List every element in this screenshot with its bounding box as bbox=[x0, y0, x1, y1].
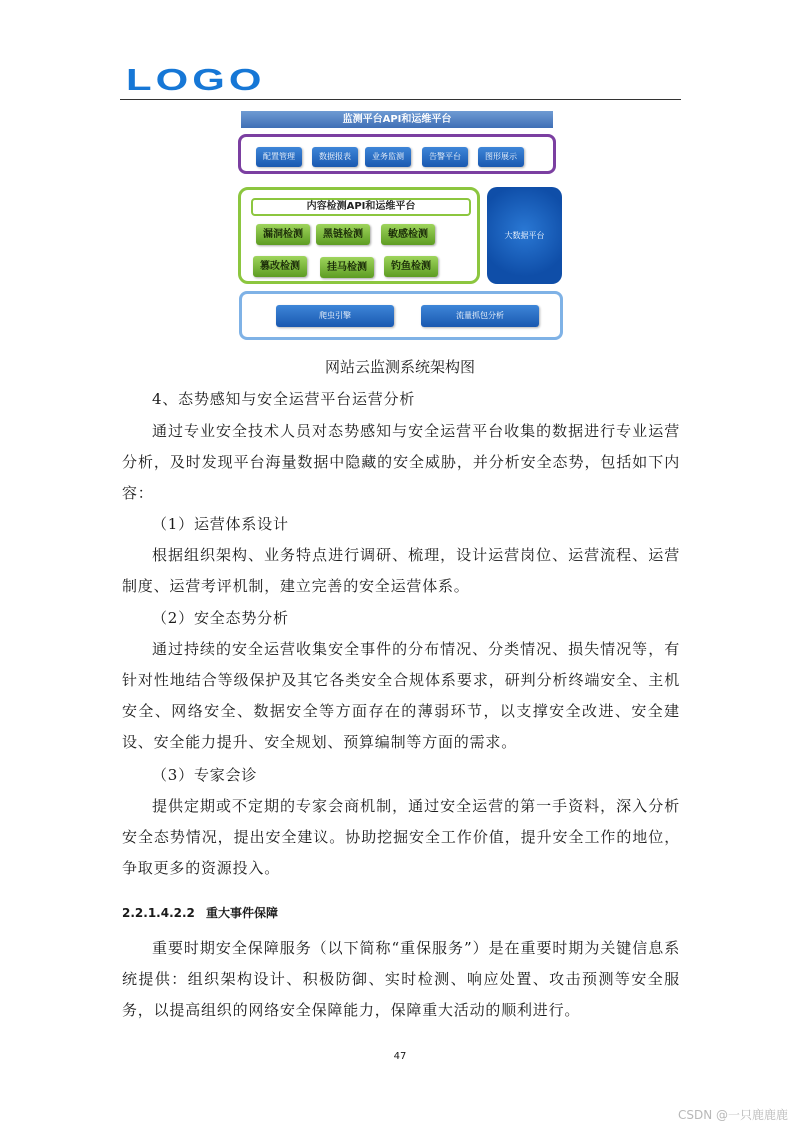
section-heading bbox=[122, 904, 278, 921]
traffic-capture: 流量抓包分析 bbox=[421, 305, 539, 327]
architecture-diagram bbox=[236, 108, 570, 344]
detect-phishing: 钓鱼检测 bbox=[384, 256, 438, 277]
figure-caption: 网站云监测系统架构图 bbox=[324, 358, 475, 376]
detect-vuln: 漏洞检测 bbox=[256, 224, 310, 245]
top-module-group bbox=[238, 134, 556, 174]
section-number: 2.2.1.4.2.2 bbox=[122, 906, 195, 920]
header-rule bbox=[120, 99, 681, 100]
subheading-1: （1）运营体系设计 bbox=[152, 515, 289, 533]
detect-blacklink: 黑链检测 bbox=[316, 224, 370, 245]
module-reports: 数据报表 bbox=[312, 147, 358, 167]
paragraph-1: 通过专业安全技术人员对态势感知与安全运营平台收集的数据进行专业运营分析，及时发现平台海量数据中隐藏的安全威胁，并分析安全态势，包括如下内容： bbox=[122, 422, 680, 502]
bigdata-platform: 大数据平台 bbox=[487, 187, 562, 284]
watermark: CSDN @一只鹿鹿鹿 bbox=[677, 1108, 788, 1122]
subheading-2: （2）安全态势分析 bbox=[152, 609, 289, 627]
paragraph-3: 通过持续的安全运营收集安全事件的分布情况、分类情况、损失情况等，有针对性地结合等级保护及其它各类安全合规体系要求，研判分析终端安全、主机安全、网络安全、数据安全等方面存在的薄弱环节，以支撑安全改进、安全建设、安全能力提升、安全规划、预算编制等方面的需求。 bbox=[122, 640, 680, 751]
module-business-monitor: 业务监测 bbox=[365, 147, 411, 167]
module-config: 配置管理 bbox=[256, 147, 302, 167]
paragraph-4: 提供定期或不定期的专家会商机制，通过安全运营的第一手资料，深入分析安全态势情况，提出安全建议。协助挖掘安全工作价值，提升安全工作的地位，争取更多的资源投入。 bbox=[122, 797, 680, 877]
heading-4: 4、态势感知与安全运营平台运营分析 bbox=[152, 390, 416, 408]
paragraph-2: 根据组织架构、业务特点进行调研、梳理，设计运营岗位、运营流程、运营制度、运营考评机制，建立完善的安全运营体系。 bbox=[122, 546, 680, 595]
monitor-platform-bar: 监测平台API和运维平台 bbox=[241, 111, 553, 128]
detect-trojan: 挂马检测 bbox=[320, 257, 374, 278]
collection-group bbox=[239, 291, 563, 340]
crawler-engine: 爬虫引擎 bbox=[276, 305, 394, 327]
detect-sensitive: 敏感检测 bbox=[381, 224, 435, 245]
module-graph: 图形展示 bbox=[478, 147, 524, 167]
content-detection-group bbox=[238, 187, 480, 284]
section-title: 重大事件保障 bbox=[206, 906, 279, 920]
logo: LOGO bbox=[126, 62, 266, 97]
paragraph-5: 重要时期安全保障服务（以下简称“重保服务”）是在重要时期为关键信息系统提供：组织架构设计、积极防御、实时检测、响应处置、攻击预测等安全服务，以提高组织的网络安全保障能力，保障重大活动的顺利进行。 bbox=[122, 939, 680, 1019]
detect-tamper: 篡改检测 bbox=[253, 256, 307, 277]
content-detection-title: 内容检测API和运维平台 bbox=[251, 198, 471, 216]
module-alert: 告警平台 bbox=[422, 147, 468, 167]
subheading-3: （3）专家会诊 bbox=[152, 766, 258, 784]
page-number: 47 bbox=[393, 1051, 407, 1062]
